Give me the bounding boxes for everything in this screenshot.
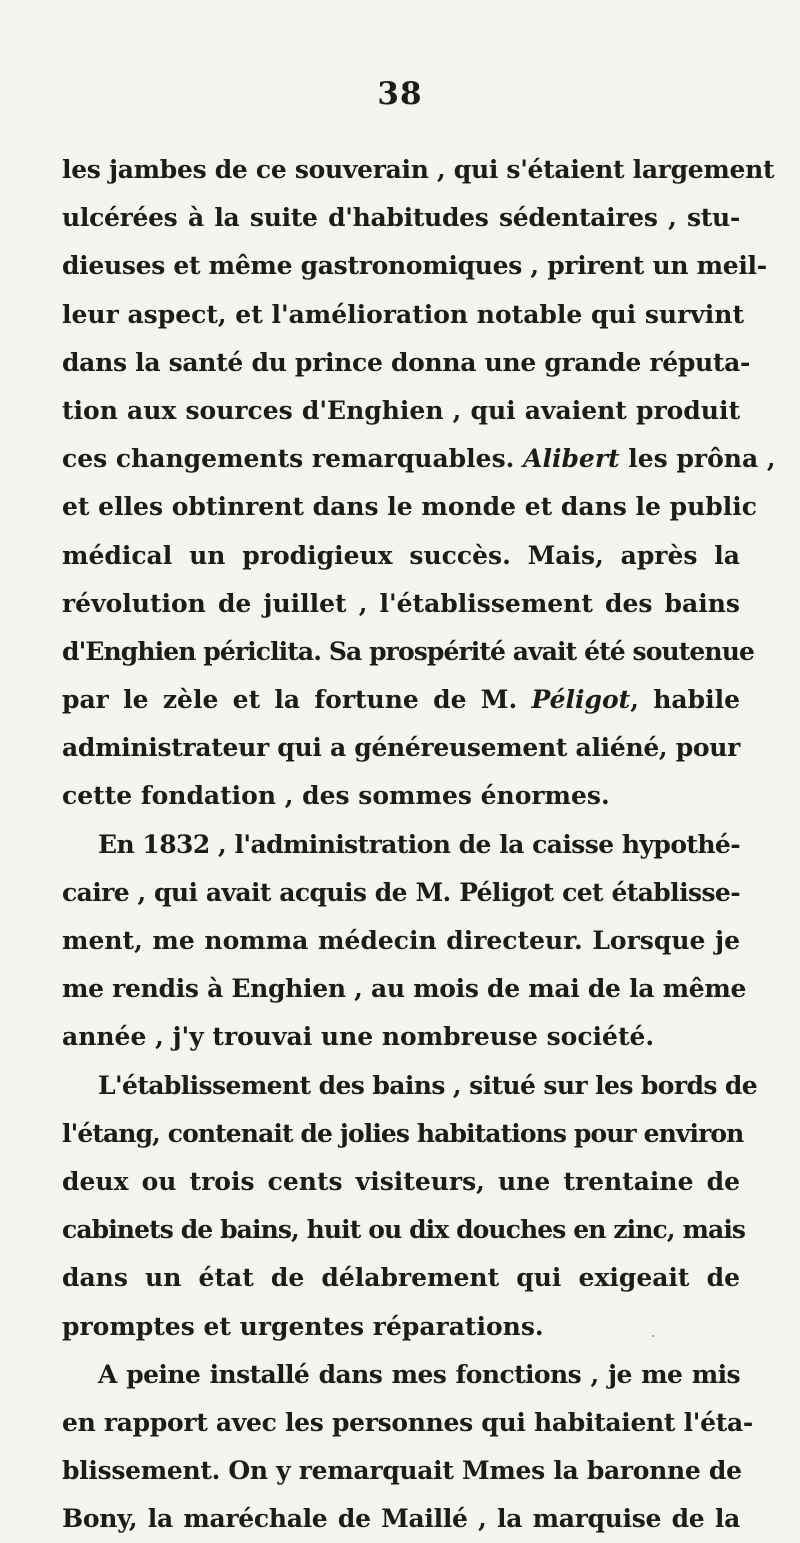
italic-name: Alibert: [523, 444, 620, 474]
text-segment: par le zèle et la fortune de M.: [62, 685, 532, 715]
text-line: et elles obtinrent dans le monde et dans le public: [62, 492, 758, 522]
text-line: cabinets de bains, huit ou dix douches en zinc, mais: [62, 1215, 746, 1245]
italic-name: Péligot: [531, 685, 631, 715]
text-line: tion aux sources d'Enghien , qui avaient produit: [62, 395, 740, 425]
text-line: dans un état de délabrement qui exigeait de: [62, 1263, 740, 1293]
text-line: révolution de juillet , l'établissement des bains: [62, 588, 740, 618]
text-line: d'Enghien périclita. Sa prospérité avait été soutenue: [62, 636, 754, 666]
text-line: ulcérées à la suite d'habitudes sédentaires , stu-: [62, 203, 740, 233]
text-line: cette fondation , des sommes énormes.: [62, 781, 610, 811]
text-line: leur aspect, et l'amélioration notable qui survint: [62, 299, 745, 329]
text-segment: ces changements remarquables.: [62, 444, 524, 474]
text-line: caire , qui avait acquis de M. Péligot cet établisse-: [62, 877, 740, 907]
text-line: promptes et urgentes réparations.: [62, 1311, 544, 1341]
text-line: administrateur qui a généreusement aliéné, pour: [62, 733, 741, 763]
text-line: médical un prodigieux succès. Mais, après la: [62, 540, 740, 570]
text-line: les jambes de ce souverain , qui s'étaient largement: [62, 155, 775, 184]
page-number: 38: [377, 76, 423, 112]
text-line: [62, 676, 740, 724]
text-line: dieuses et même gastronomiques , prirent un meil-: [62, 251, 767, 281]
text-line: blissement. On y remarquait Mmes la baronne de: [62, 1456, 742, 1486]
text-line: l'étang, contenait de jolies habitations pour environ: [62, 1118, 744, 1148]
text-line: ment, me nomma médecin directeur. Lorsque je: [62, 926, 740, 955]
body-text: [62, 146, 776, 1543]
text-segment: les prôna ,: [619, 444, 776, 474]
text-line: En 1832 , l'administration de la caisse hypothé-: [98, 829, 740, 859]
text-line: dans la santé du prince donna une grande réputa-: [62, 347, 751, 377]
text-line: en rapport avec les personnes qui habitaient l'éta-: [62, 1407, 753, 1437]
text-line: Bony, la maréchale de Maillé , la marquise de la: [62, 1504, 740, 1534]
text-line: deux ou trois cents visiteurs, une trentaine de: [62, 1166, 740, 1196]
paper-speck: [652, 1335, 654, 1337]
text-line: L'établissement des bains , situé sur les bords de: [98, 1070, 758, 1100]
text-line: [62, 435, 776, 483]
text-segment: , habile: [630, 685, 740, 715]
text-line: année , j'y trouvai une nombreuse société.: [62, 1022, 655, 1052]
text-line: A peine installé dans mes fonctions , je me mis: [98, 1359, 740, 1389]
text-line: me rendis à Enghien , au mois de mai de la même: [62, 974, 747, 1004]
